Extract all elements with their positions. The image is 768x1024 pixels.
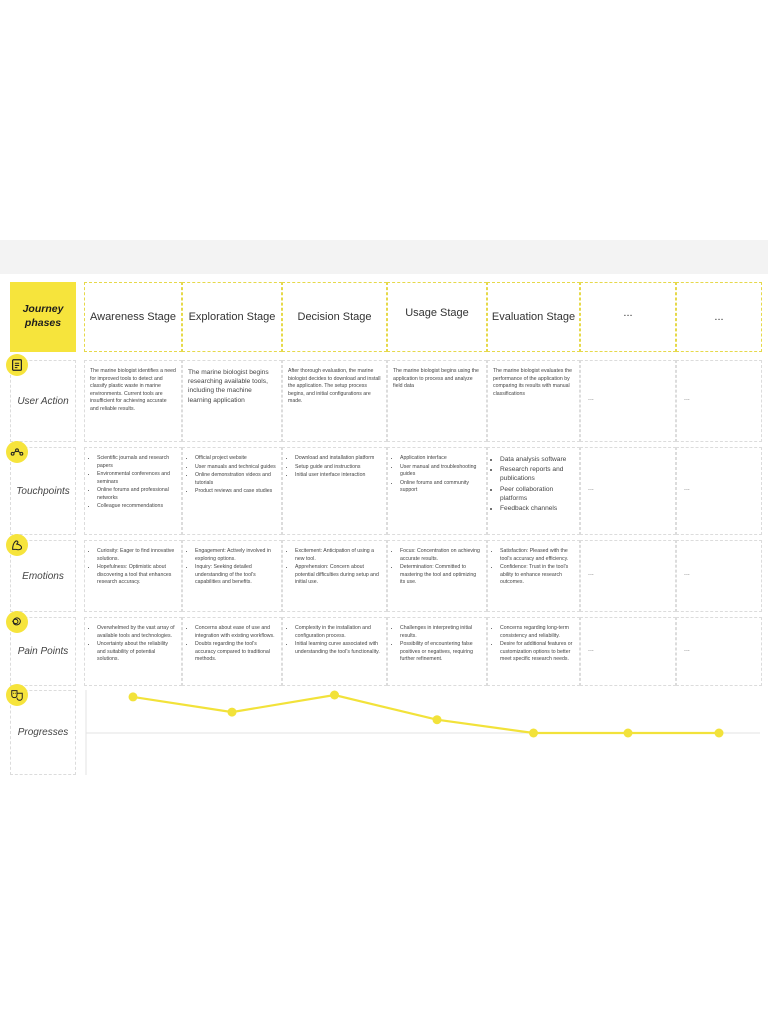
- stage-header: Decision Stage: [282, 282, 387, 352]
- row-label: Pain Points: [10, 617, 76, 686]
- cell-text: The marine biologist identifies a need for improved tools to detect and classify plastic waste in marine environments. Current tools are insufficient for achieving accurate and reliable results.: [90, 368, 176, 412]
- ellipsis: ...: [588, 485, 594, 492]
- bullet-item: • Determination: Committed to mastering the tool and optimizing its use.: [400, 564, 481, 587]
- bullet-item: • Initial user interface interaction: [295, 472, 381, 480]
- bullet-item: • Product reviews and case studies: [195, 488, 276, 496]
- progress-point: [529, 729, 538, 738]
- cell-text: The marine biologist begins researching available tools, including the machine learning application: [188, 369, 269, 404]
- bullet-item: • Peer collaboration platforms: [500, 485, 574, 503]
- stage-header: Evaluation Stage: [487, 282, 580, 352]
- bullet-item: • Challenges in interpreting initial results.: [400, 625, 481, 640]
- bullet-item: • Hopefulness: Optimistic about discovering a tool that enhances research accuracy.: [97, 564, 176, 587]
- bullet-item: • Curiosity: Eager to find innovative solutions.: [97, 548, 176, 563]
- bullet-item: • Doubts regarding the tool's accuracy compared to traditional methods.: [195, 641, 276, 664]
- bullet-item: • Apprehension: Concern about potential difficulties during setup and initial use.: [295, 564, 381, 587]
- progress-point: [129, 692, 138, 701]
- stage-header: ...: [580, 282, 676, 352]
- bullet-item: • Possibility of encountering false positives or negatives, requiring further refinement.: [400, 641, 481, 664]
- bullet-item: • Online forums and community support: [400, 480, 481, 495]
- row-label: Progresses: [10, 690, 76, 775]
- progress-point: [330, 691, 339, 700]
- bullet-item: • Scientific journals and research papers: [97, 455, 176, 470]
- bullet-item: • Online forums and professional networks: [97, 487, 176, 502]
- progress-point: [624, 729, 633, 738]
- bullet-item: • User manual and troubleshooting guides: [400, 464, 481, 479]
- ellipsis: ...: [684, 645, 690, 653]
- row-label: User Action: [10, 360, 76, 442]
- bullet-item: • Download and installation platform: [295, 455, 381, 463]
- progress-line: [133, 695, 719, 733]
- bullet-item: • Inquiry: Seeking detailed understanding of the tool's capabilities and benefits.: [195, 564, 276, 587]
- cell-text: The marine biologist begins using the application to process and analyze field data: [393, 368, 479, 390]
- cell-text: The marine biologist evaluates the performance of the application by comparing its results with manual classifications: [493, 368, 573, 397]
- ellipsis: ...: [588, 570, 594, 577]
- bullet-item: • Confidence: Trust in the tool's ability to enhance research outcomes.: [500, 564, 574, 587]
- ellipsis: ...: [684, 395, 690, 402]
- bullet-item: • Engagement: Actively involved in exploring options.: [195, 548, 276, 563]
- ellipsis: ...: [588, 645, 594, 653]
- ellipsis: ...: [588, 395, 594, 402]
- bullet-item: • Satisfaction: Pleased with the tool's accuracy and efficiency.: [500, 548, 574, 563]
- bullet-item: • User manuals and technical guides: [195, 464, 276, 472]
- bullet-item: • Focus: Concentration on achieving accurate results.: [400, 548, 481, 563]
- ellipsis: ...: [684, 485, 690, 492]
- row-label: Emotions: [10, 540, 76, 612]
- bullet-item: • Concerns regarding long-term consistency and reliability.: [500, 625, 574, 640]
- bullet-item: • Data analysis software: [500, 455, 574, 464]
- cell-text: After thorough evaluation, the marine biologist decides to download and install the application. The setup process begins, and initial configurations are made.: [288, 368, 381, 405]
- bullet-item: • Desire for additional features or customization options to better meet specific research needs.: [500, 641, 574, 664]
- progress-point: [715, 729, 724, 738]
- stage-header: Usage Stage: [387, 282, 487, 352]
- progress-point: [228, 708, 237, 717]
- ellipsis: ...: [684, 570, 690, 577]
- bullet-item: • Excitement: Anticipation of using a new tool.: [295, 548, 381, 563]
- bullet-item: • Setup guide and instructions: [295, 464, 381, 472]
- bullet-item: • Initial learning curve associated with understanding the tool's functionality.: [295, 641, 381, 656]
- bullet-item: • Research reports and publications: [500, 465, 574, 483]
- bullet-item: • Colleague recommendations: [97, 503, 176, 511]
- bullet-item: • Overwhelmed by the vast array of available tools and technologies.: [97, 625, 176, 640]
- row-label: Touchpoints: [10, 447, 76, 535]
- bullet-item: • Uncertainty about the reliability and suitability of potential solutions.: [97, 641, 176, 664]
- progress-point: [433, 715, 442, 724]
- bullet-item: • Official project website: [195, 455, 276, 463]
- stage-header: Exploration Stage: [182, 282, 282, 352]
- bullet-item: • Feedback channels: [500, 504, 574, 513]
- stage-header: ...: [676, 282, 762, 352]
- bullet-item: • Online demonstration videos and tutorials: [195, 472, 276, 487]
- bullet-item: • Environmental conferences and seminars: [97, 471, 176, 486]
- bullet-item: • Application interface: [400, 455, 481, 463]
- stage-header: Awareness Stage: [84, 282, 182, 352]
- bullet-item: • Concerns about ease of use and integration with existing workflows.: [195, 625, 276, 640]
- journey-phases-label: Journey phases: [10, 282, 76, 352]
- bullet-item: • Complexity in the installation and configuration process.: [295, 625, 381, 640]
